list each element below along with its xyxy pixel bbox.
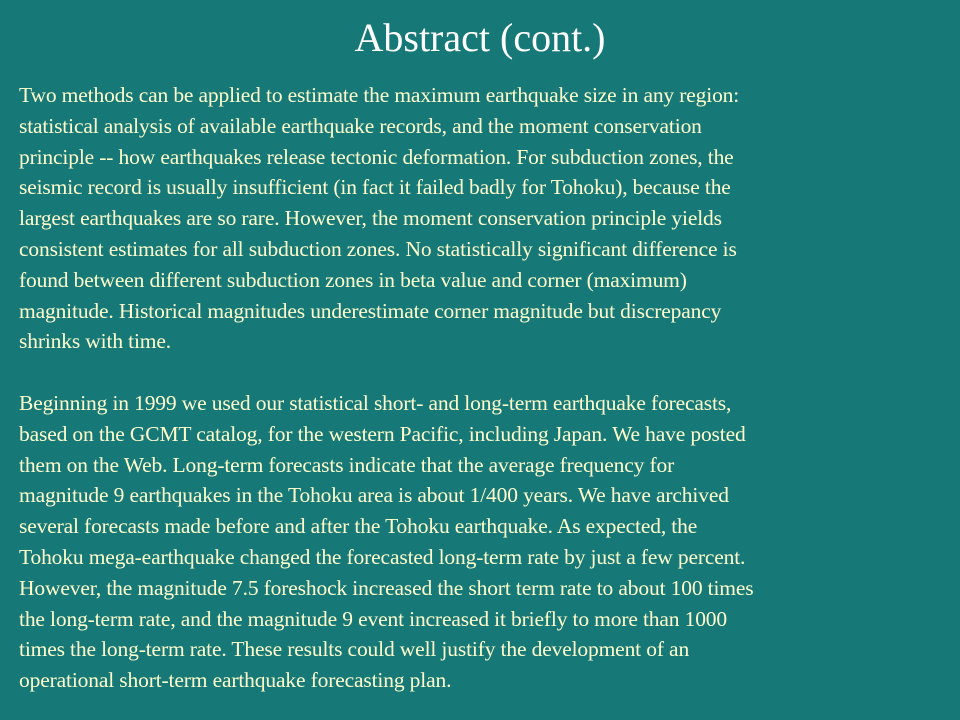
text-line: Two methods can be applied to estimate the maximum earthquake size in any region: <box>19 83 740 107</box>
paragraph-forecasts <box>19 388 959 696</box>
text-line: However, the magnitude 7.5 foreshock increased the short term rate to about 100 times <box>19 575 754 600</box>
paragraph-max-earthquake-size <box>19 80 959 357</box>
text-line: them on the Web. Long-term forecasts indicate that the average frequency for <box>19 452 675 477</box>
text-line: Tohoku mega-earthquake changed the forecasted long-term rate by just a few percent. <box>19 544 746 569</box>
text-line: seismic record is usually insufficient (in fact it failed badly for Tohoku), because the <box>19 175 731 200</box>
text-line: several forecasts made before and after the Tohoku earthquake. As expected, the <box>19 514 698 539</box>
slide-title: Abstract (cont.) <box>354 15 606 60</box>
text-line: operational short-term earthquake forecasting plan. <box>19 668 452 693</box>
text-line: Beginning in 1999 we used our statistical short- and long-term earthquake forecasts, <box>19 390 732 415</box>
slide-body <box>19 80 959 696</box>
text-line: the long-term rate, and the magnitude 9 event increased it briefly to more than 1000 <box>19 606 728 631</box>
text-line: consistent estimates for all subduction zones. No statistically significant difference is <box>19 236 737 261</box>
text-line: principle -- how earthquakes release tectonic deformation. For subduction zones, the <box>19 144 734 169</box>
text-line: largest earthquakes are so rare. However, the moment conservation principle yields <box>19 206 722 231</box>
text-line: statistical analysis of available earthquake records, and the moment conservation <box>19 113 702 138</box>
text-line: found between different subduction zones in beta value and corner (maximum) <box>19 267 687 292</box>
text-line: times the long-term rate. These results could well justify the development of an <box>19 637 690 662</box>
text-line: magnitude. Historical magnitudes underestimate corner magnitude but discrepancy <box>19 298 722 323</box>
text-line: based on the GCMT catalog, for the western Pacific, including Japan. We have posted <box>19 421 746 446</box>
text-line: shrinks with time. <box>19 329 171 354</box>
text-line: magnitude 9 earthquakes in the Tohoku area is about 1/400 years. We have archived <box>19 483 729 508</box>
